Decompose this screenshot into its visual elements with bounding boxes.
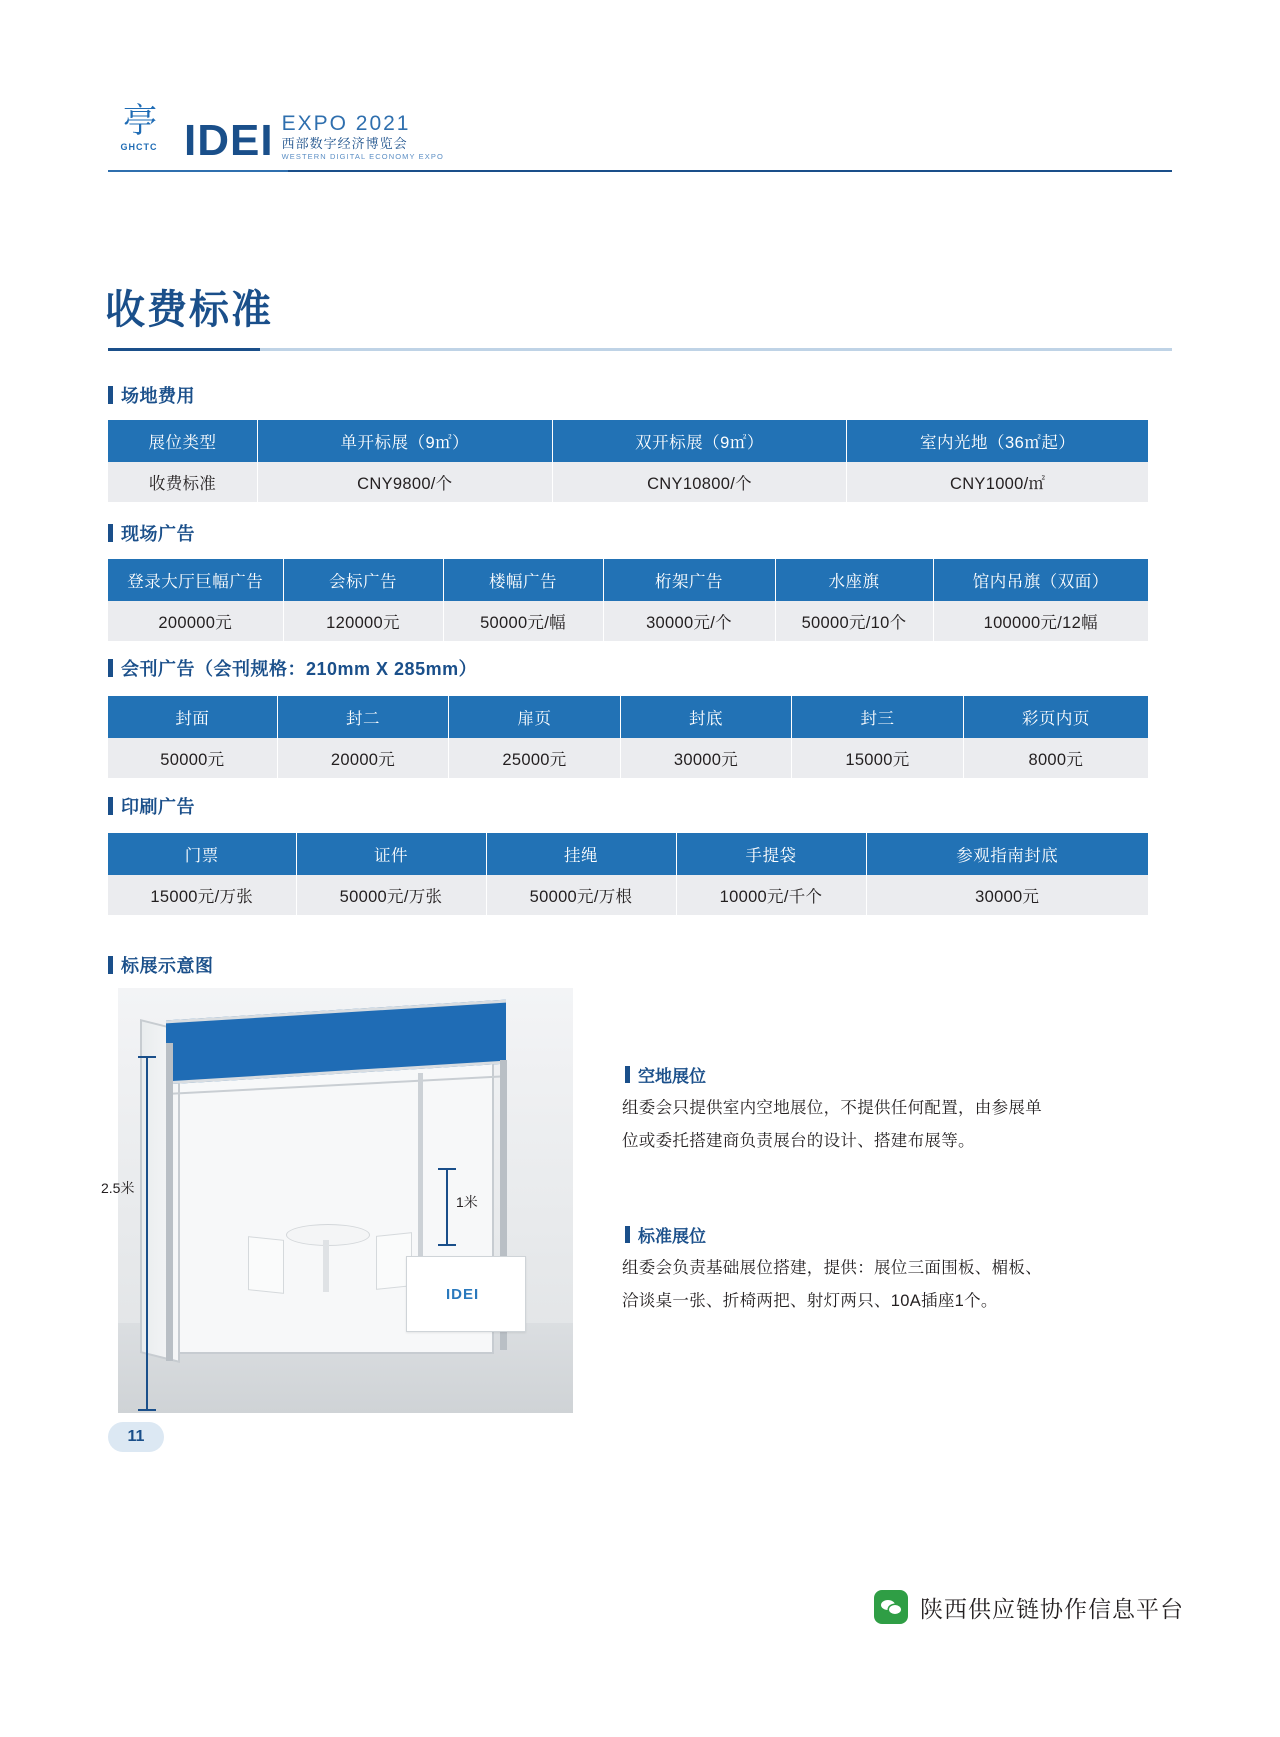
print-col-0: 门票: [108, 833, 296, 875]
section-heading-onsite-ads-label: 现场广告: [121, 524, 195, 544]
venue-value-2: CNY1000/㎡: [847, 462, 1148, 502]
footer: [874, 1590, 1184, 1624]
onsite-value-3: 30000元/个: [603, 601, 775, 641]
open-booth-description: 组委会只提供室内空地展位，不提供任何配置，由参展单位或委托搭建商负责展台的设计、搭建布展等。: [622, 1099, 1042, 1150]
venue-value-1: CNY10800/个: [552, 462, 847, 502]
journal-value-3: 30000元: [620, 738, 791, 778]
section-heading-venue-label: 场地费用: [121, 386, 195, 406]
page-number-badge: [108, 1422, 164, 1452]
footer-label: 陕西供应链协作信息平台: [920, 1595, 1184, 1622]
journal-value-5: 8000元: [963, 738, 1148, 778]
onsite-col-2: 楼幅广告: [443, 559, 603, 601]
section-heading-print-ads-label: 印刷广告: [121, 797, 195, 817]
idei-subtitles: [282, 113, 444, 163]
section-heading-journal-ads-label: 会刊广告（会刊规格：210mm X 285mm）: [121, 659, 478, 679]
table-header-row: [108, 696, 1148, 738]
venue-value-0: CNY9800/个: [258, 462, 553, 502]
dimension-line-width: [446, 1168, 448, 1246]
onsite-value-5: 100000元/12幅: [933, 601, 1148, 641]
heading-bar-icon: [108, 659, 113, 677]
heading-bar-icon: [108, 386, 113, 404]
print-value-1: 50000元/万张: [296, 875, 486, 915]
venue-col-3: 室内光地（36㎡起）: [847, 420, 1148, 462]
booth-counter-logo: IDEI: [446, 1286, 480, 1303]
section-heading-onsite-ads: [108, 520, 195, 546]
journal-ads-table: [108, 696, 1148, 778]
journal-value-4: 15000元: [792, 738, 963, 778]
ghctc-label: GHCTC: [120, 142, 158, 152]
page-number: 11: [127, 1428, 145, 1445]
table-header-row: [108, 420, 1148, 462]
venue-col-1: 单开标展（9㎡）: [258, 420, 553, 462]
journal-col-4: 封三: [792, 696, 963, 738]
onsite-ads-table: [108, 559, 1148, 641]
expo-year: EXPO 2021: [281, 111, 411, 135]
onsite-col-3: 桁架广告: [603, 559, 775, 601]
section-heading-booth-diagram: [108, 952, 214, 978]
journal-value-0: 50000元: [108, 738, 277, 778]
journal-col-3: 封底: [620, 696, 791, 738]
heading-bar-icon: [108, 956, 113, 974]
booth-chair-left: [248, 1236, 284, 1294]
logo-row: [108, 100, 1172, 166]
idei-wordmark: IDEI: [184, 116, 274, 166]
dimension-line-height: [146, 1056, 148, 1411]
dimension-cap-top: [138, 1056, 156, 1058]
expo-name-en: WESTERN DIGITAL ECONOMY EXPO: [281, 151, 444, 161]
print-col-3: 手提袋: [676, 833, 866, 875]
section-heading-print-ads: [108, 793, 195, 819]
journal-value-1: 20000元: [277, 738, 448, 778]
booth-post-left: [166, 1043, 173, 1361]
print-col-4: 参观指南封底: [866, 833, 1148, 875]
idei-logo: [184, 111, 444, 166]
table-row: [108, 601, 1148, 641]
onsite-col-4: 水座旗: [775, 559, 933, 601]
dimension-label-width: 1米: [456, 1194, 478, 1210]
onsite-value-2: 50000元/幅: [443, 601, 603, 641]
table-row: [108, 462, 1148, 502]
print-value-2: 50000元/万根: [486, 875, 676, 915]
table-header-row: [108, 559, 1148, 601]
journal-value-2: 25000元: [449, 738, 620, 778]
print-col-1: 证件: [296, 833, 486, 875]
section-heading-open-booth-label: 空地展位: [638, 1067, 706, 1086]
section-heading-venue: [108, 382, 195, 408]
dimension-label-height: 2.5米: [101, 1180, 135, 1196]
venue-col-2: 双开标展（9㎡）: [552, 420, 847, 462]
journal-col-5: 彩页内页: [963, 696, 1148, 738]
wechat-icon: [874, 1590, 908, 1624]
onsite-col-1: 会标广告: [283, 559, 443, 601]
table-header-row: [108, 833, 1148, 875]
section-heading-open-booth: [625, 1062, 706, 1087]
onsite-value-4: 50000元/10个: [775, 601, 933, 641]
venue-fee-table: [108, 420, 1148, 502]
journal-col-2: 扉页: [449, 696, 620, 738]
dimension-cap-w-bottom: [438, 1244, 456, 1246]
table-row: [108, 738, 1148, 778]
dimension-cap-bottom: [138, 1409, 156, 1411]
onsite-col-0: 登录大厅巨幅广告: [108, 559, 283, 601]
journal-col-1: 封二: [277, 696, 448, 738]
print-col-2: 挂绳: [486, 833, 676, 875]
section-heading-journal-ads: [108, 655, 477, 681]
booth-table-leg: [323, 1240, 329, 1292]
page-title: 收费标准: [105, 288, 273, 332]
journal-col-0: 封面: [108, 696, 277, 738]
ghctc-logo-icon: [108, 101, 170, 162]
onsite-value-0: 200000元: [108, 601, 283, 641]
venue-row-label: 收费标准: [108, 462, 258, 502]
onsite-value-1: 120000元: [283, 601, 443, 641]
dimension-cap-w-top: [438, 1168, 456, 1170]
venue-col-0: 展位类型: [108, 420, 258, 462]
page-header: [108, 100, 1172, 172]
table-row: [108, 875, 1148, 915]
title-divider: [108, 348, 1172, 351]
section-heading-standard-booth-label: 标准展位: [638, 1227, 706, 1246]
print-value-3: 10000元/千个: [676, 875, 866, 915]
ghctc-glyph: 亭: [123, 101, 155, 141]
expo-name-cn: 西部数字经济博览会: [281, 135, 408, 151]
onsite-col-5: 馆内吊旗（双面）: [933, 559, 1148, 601]
section-heading-standard-booth: [625, 1222, 706, 1247]
heading-bar-icon: [108, 524, 113, 542]
section-heading-booth-diagram-label: 标展示意图: [121, 956, 214, 976]
header-divider: [108, 170, 1172, 172]
heading-bar-icon: [625, 1226, 630, 1243]
heading-bar-icon: [108, 797, 113, 815]
standard-booth-description: 组委会负责基础展位搭建，提供：展位三面围板、楣板、洽谈桌一张、折椅两把、射灯两只、10A插座1个。: [622, 1259, 1042, 1310]
booth-diagram-image: [118, 988, 573, 1413]
print-value-0: 15000元/万张: [108, 875, 296, 915]
print-ads-table: [108, 833, 1148, 915]
print-value-4: 30000元: [866, 875, 1148, 915]
heading-bar-icon: [625, 1066, 630, 1083]
